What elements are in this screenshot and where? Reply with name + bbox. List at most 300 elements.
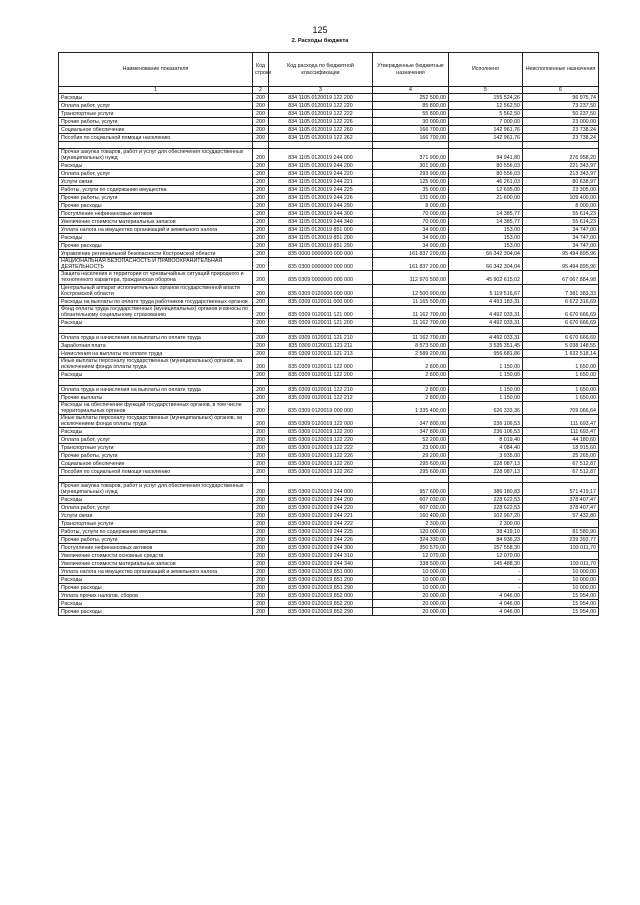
row-unexecuted: 109 400,00	[523, 194, 599, 202]
row-unexecuted: 5 038 148,55	[523, 341, 599, 349]
header-indicator: Наименование показателя	[59, 53, 253, 87]
row-indicator: Услуги связи	[59, 178, 253, 186]
row-classification-code	[269, 476, 373, 483]
row-approved: 347 800,00	[373, 428, 449, 436]
row-indicator: Увеличение стоимости материальных запасов	[59, 218, 253, 226]
table-row	[59, 552, 599, 560]
row-line-code: 200	[253, 126, 269, 134]
table-row	[59, 504, 599, 512]
row-executed: 2 300,00	[449, 520, 523, 528]
table-row	[59, 428, 599, 436]
table-row	[59, 436, 599, 444]
table-row	[59, 592, 599, 600]
row-indicator: Уплата прочих налогов, сборов	[59, 592, 253, 600]
row-unexecuted: 55 614,23	[523, 218, 599, 226]
row-executed	[449, 379, 523, 386]
row-line-code: 200	[253, 528, 269, 536]
row-indicator	[59, 142, 253, 149]
row-indicator: Уплата налога на имущество организаций и земельного налога	[59, 226, 253, 234]
row-approved: 2 800,00	[373, 357, 449, 370]
row-executed: 38 419,10	[449, 528, 523, 536]
row-classification-code: 835 0309 0120011 121 210	[269, 333, 373, 341]
row-executed: 228 622,53	[449, 496, 523, 504]
row-approved: 35 000,00	[373, 186, 449, 194]
row-line-code	[253, 142, 269, 149]
row-classification-code: 835 0309 0120019 122 262	[269, 468, 373, 476]
table-row	[59, 560, 599, 568]
row-unexecuted: 96 975,74	[523, 94, 599, 102]
row-unexecuted: 709 066,64	[523, 402, 599, 415]
row-executed	[449, 202, 523, 210]
row-line-code: 200	[253, 536, 269, 544]
row-line-code: 200	[253, 600, 269, 608]
table-row	[59, 444, 599, 452]
row-unexecuted: 23 738,24	[523, 134, 599, 142]
row-unexecuted: 193 011,70	[523, 560, 599, 568]
row-classification-code: 834 1105 0120019 122 220	[269, 102, 373, 110]
row-executed: 102 967,20	[449, 512, 523, 520]
row-indicator: Центральный аппарат исполнительных органов государственной власти Костромской области	[59, 284, 253, 297]
row-classification-code: 835 0000 0000000 000 000	[269, 250, 373, 258]
row-executed: 153,00	[449, 242, 523, 250]
row-approved: 324 330,00	[373, 536, 449, 544]
row-executed: 153,00	[449, 234, 523, 242]
row-line-code: 200	[253, 258, 269, 271]
row-indicator: НАЦИОНАЛЬНАЯ БЕЗОПАСНОСТЬ И ПРАВООХРАНИТЕЛЬНАЯ ДЕЯТЕЛЬНОСТЬ	[59, 258, 253, 271]
row-classification-code: 835 0309 0120019 852 290	[269, 608, 373, 616]
row-unexecuted: 15 954,00	[523, 592, 599, 600]
table-row	[59, 242, 599, 250]
row-unexecuted: 73 237,50	[523, 102, 599, 110]
row-line-code: 200	[253, 576, 269, 584]
row-classification-code: 834 1105 0120019 244 226	[269, 194, 373, 202]
row-line-code: 200	[253, 496, 269, 504]
row-indicator: Расходы	[59, 576, 253, 584]
row-approved: 301 900,00	[373, 162, 449, 170]
row-approved: 2 800,00	[373, 386, 449, 394]
row-classification-code: 835 0309 0120011 121 200	[269, 318, 373, 326]
row-classification-code: 834 1105 0120019 122 262	[269, 134, 373, 142]
row-executed: 155 524,26	[449, 94, 523, 102]
row-unexecuted: 23 738,24	[523, 126, 599, 134]
row-line-code: 200	[253, 318, 269, 326]
row-executed: 4 046,00	[449, 608, 523, 616]
table-row	[59, 394, 599, 402]
row-approved: 2 589 200,00	[373, 349, 449, 357]
row-unexecuted: 378 407,47	[523, 496, 599, 504]
table-row	[59, 210, 599, 218]
row-approved: 295 600,00	[373, 460, 449, 468]
table-row	[59, 386, 599, 394]
row-classification-code	[269, 379, 373, 386]
row-indicator: Иные выплаты персоналу государственных (муниципальных) органов, за исключением фонда оплаты труда	[59, 415, 253, 428]
row-unexecuted: 193 011,70	[523, 544, 599, 552]
row-indicator: Прочие выплаты	[59, 394, 253, 402]
row-indicator: Иные выплаты персоналу государственных (муниципальных) органов, за исключением фонда оплаты труда	[59, 357, 253, 370]
row-indicator: Поступление нефинансовых активов	[59, 544, 253, 552]
row-executed: 626 333,36	[449, 402, 523, 415]
row-executed: 46 261,03	[449, 178, 523, 186]
table-row	[59, 568, 599, 576]
row-classification-code: 835 0309 0120011 122 200	[269, 371, 373, 379]
row-unexecuted: 221 343,97	[523, 162, 599, 170]
row-indicator: Расходы	[59, 600, 253, 608]
row-approved: 120 000,00	[373, 528, 449, 536]
table-row	[59, 371, 599, 379]
row-classification-code: 835 0309 0120019 244 310	[269, 552, 373, 560]
header-unexecuted: Неисполненные назначения	[523, 53, 599, 87]
row-classification-code: 835 0309 0120019 244 225	[269, 528, 373, 536]
row-classification-code: 835 0309 0120019 122 222	[269, 444, 373, 452]
row-unexecuted: 34 747,00	[523, 234, 599, 242]
row-unexecuted: 239 393,77	[523, 536, 599, 544]
row-approved: 166 700,00	[373, 134, 449, 142]
row-line-code: 200	[253, 271, 269, 284]
row-line-code: 200	[253, 568, 269, 576]
row-executed: 4 493 183,31	[449, 297, 523, 305]
table-row	[59, 318, 599, 326]
row-classification-code: 835 0309 0120019 244 340	[269, 560, 373, 568]
table-row	[59, 520, 599, 528]
row-indicator: Начисления на выплаты по оплате труда	[59, 349, 253, 357]
table-row	[59, 452, 599, 460]
row-classification-code: 835 0309 0120019 244 200	[269, 496, 373, 504]
row-line-code: 200	[253, 349, 269, 357]
table-row	[59, 402, 599, 415]
row-indicator: Расходы	[59, 162, 253, 170]
table-row	[59, 544, 599, 552]
row-line-code: 200	[253, 436, 269, 444]
row-line-code: 200	[253, 584, 269, 592]
table-row	[59, 162, 599, 170]
row-executed: 7 000,00	[449, 118, 523, 126]
row-executed: 45 902 615,02	[449, 271, 523, 284]
row-classification-code: 835 0309 0120011 122 210	[269, 386, 373, 394]
row-approved	[373, 142, 449, 149]
row-executed: 153,00	[449, 226, 523, 234]
row-indicator: Прочие работы, услуги	[59, 194, 253, 202]
row-classification-code: 834 1105 0120019 122 260	[269, 126, 373, 134]
row-executed: 3 935,00	[449, 452, 523, 460]
table-row	[59, 202, 599, 210]
row-executed: 5 119 516,67	[449, 284, 523, 297]
row-executed: 956 681,86	[449, 349, 523, 357]
header-classification: Код расхода по бюджетной классификации	[269, 53, 373, 87]
row-executed: 66 342 304,04	[449, 250, 523, 258]
table-row	[59, 118, 599, 126]
table-row	[59, 297, 599, 305]
row-approved: 10 000,00	[373, 568, 449, 576]
row-line-code: 200	[253, 170, 269, 178]
row-line-code: 200	[253, 428, 269, 436]
table-row	[59, 512, 599, 520]
table-header-row	[59, 53, 599, 87]
row-classification-code: 834 1105 0120019 851 290	[269, 242, 373, 250]
row-executed: -	[449, 584, 523, 592]
row-classification-code: 834 1105 0120019 244 200	[269, 162, 373, 170]
row-executed: 5 562,50	[449, 110, 523, 118]
row-line-code: 200	[253, 371, 269, 379]
table-row	[59, 94, 599, 102]
row-approved: 70 000,00	[373, 210, 449, 218]
table-row	[59, 258, 599, 271]
row-indicator: Расходы	[59, 234, 253, 242]
table-row	[59, 600, 599, 608]
row-line-code: 200	[253, 333, 269, 341]
section-title: 2. Расходы бюджета	[291, 38, 349, 44]
row-classification-code: 835 0309 0120019 244 221	[269, 512, 373, 520]
row-approved: 161 837 200,00	[373, 258, 449, 271]
row-classification-code: 835 0309 0120011 122 212	[269, 394, 373, 402]
row-approved: 607 030,00	[373, 496, 449, 504]
column-number: 4	[373, 87, 449, 94]
row-line-code: 200	[253, 394, 269, 402]
row-indicator: Прочая закупка товаров, работ и услуг для обеспечения государственных (муниципальных) нужд	[59, 483, 253, 496]
row-approved: 11 162 700,00	[373, 333, 449, 341]
row-unexecuted: 15 954,00	[523, 600, 599, 608]
row-indicator: Расходы на выплаты по оплате труда работников государственных органов	[59, 297, 253, 305]
row-approved: 11 162 700,00	[373, 318, 449, 326]
row-unexecuted: 25 265,00	[523, 452, 599, 460]
row-line-code: 200	[253, 162, 269, 170]
row-unexecuted: 23 305,00	[523, 186, 599, 194]
table-row	[59, 134, 599, 142]
table-row	[59, 102, 599, 110]
row-indicator	[59, 476, 253, 483]
row-approved: 20 000,00	[373, 600, 449, 608]
row-classification-code: 835 0309 0000000 000 000	[269, 271, 373, 284]
table-row	[59, 149, 599, 162]
row-line-code: 200	[253, 284, 269, 297]
row-approved: 34 900,00	[373, 242, 449, 250]
row-approved: 8 573 500,00	[373, 341, 449, 349]
row-line-code: 200	[253, 468, 269, 476]
row-approved: 252 500,00	[373, 94, 449, 102]
row-indicator: Прочие расходы	[59, 608, 253, 616]
row-executed: 228 622,53	[449, 504, 523, 512]
row-executed: 228 087,13	[449, 468, 523, 476]
row-indicator: Заработная плата	[59, 341, 253, 349]
row-indicator	[59, 326, 253, 333]
row-indicator: Пособия по социальной помощи населению	[59, 468, 253, 476]
row-classification-code: 835 0309 0120019 122 260	[269, 460, 373, 468]
row-indicator: Расходы	[59, 371, 253, 379]
row-line-code: 200	[253, 444, 269, 452]
row-line-code: 200	[253, 544, 269, 552]
row-indicator: Пособия по социальной помощи населению	[59, 134, 253, 142]
row-indicator: Оплата труда и начисления на выплаты по оплате труда	[59, 333, 253, 341]
row-indicator: Увеличение стоимости основных средств	[59, 552, 253, 560]
row-approved: 161 837 200,00	[373, 250, 449, 258]
row-unexecuted: 34 747,00	[523, 242, 599, 250]
table-row	[59, 460, 599, 468]
row-approved: 34 900,00	[373, 226, 449, 234]
row-line-code: 200	[253, 202, 269, 210]
row-indicator: Прочие работы, услуги	[59, 452, 253, 460]
row-indicator: Увеличение стоимости материальных запасов	[59, 560, 253, 568]
row-line-code: 200	[253, 452, 269, 460]
row-executed: 4 046,00	[449, 592, 523, 600]
row-executed: 157 558,30	[449, 544, 523, 552]
header-line-code: Код строки	[253, 53, 269, 87]
row-classification-code: 834 1105 0120019 244 290	[269, 202, 373, 210]
row-executed: 3 535 351,45	[449, 341, 523, 349]
row-classification-code: 834 1105 0120019 244 220	[269, 170, 373, 178]
table-row	[59, 218, 599, 226]
table-row	[59, 186, 599, 194]
row-approved	[373, 326, 449, 333]
row-classification-code: 834 1105 0120019 122 226	[269, 118, 373, 126]
table-row	[59, 110, 599, 118]
row-approved	[373, 476, 449, 483]
row-classification-code: 835 0309 0120011 122 000	[269, 357, 373, 370]
table-row	[59, 284, 599, 297]
row-classification-code: 835 0309 0120011 121 211	[269, 341, 373, 349]
table-row	[59, 536, 599, 544]
row-executed: 66 342 304,04	[449, 258, 523, 271]
row-approved: 1 335 400,00	[373, 402, 449, 415]
row-approved: 295 600,00	[373, 468, 449, 476]
row-executed: 14 385,77	[449, 210, 523, 218]
row-unexecuted: 95 494 895,96	[523, 250, 599, 258]
row-classification-code: 834 1105 0120019 851 200	[269, 234, 373, 242]
row-classification-code: 835 0309 0120019 244 220	[269, 504, 373, 512]
row-classification-code: 835 0309 0120019 244 000	[269, 483, 373, 496]
row-classification-code: 835 0309 0120019 122 200	[269, 428, 373, 436]
row-line-code: 200	[253, 305, 269, 318]
header-approved: Утвержденные бюджетные назначения	[373, 53, 449, 87]
row-line-code: 200	[253, 483, 269, 496]
table-row	[59, 476, 599, 483]
row-line-code: 200	[253, 415, 269, 428]
row-line-code: 200	[253, 250, 269, 258]
row-unexecuted: 213 343,97	[523, 170, 599, 178]
row-line-code: 200	[253, 149, 269, 162]
row-unexecuted: 44 180,60	[523, 436, 599, 444]
row-approved: 23 000,00	[373, 444, 449, 452]
row-executed: 4 084,40	[449, 444, 523, 452]
row-classification-code: 835 0309 0120019 122 000	[269, 415, 373, 428]
row-indicator: Прочие расходы	[59, 242, 253, 250]
table-row	[59, 415, 599, 428]
row-line-code: 200	[253, 226, 269, 234]
row-classification-code: 835 0309 0120019 244 222	[269, 520, 373, 528]
table-row	[59, 483, 599, 496]
row-unexecuted: 23 000,00	[523, 118, 599, 126]
row-indicator: Социальное обеспечение	[59, 460, 253, 468]
expenses-table	[58, 52, 599, 616]
row-classification-code: 835 0309 0120019 851 290	[269, 584, 373, 592]
row-indicator	[59, 379, 253, 386]
row-executed: -	[449, 576, 523, 584]
row-line-code	[253, 379, 269, 386]
row-approved: 371 900,00	[373, 149, 449, 162]
row-line-code: 200	[253, 178, 269, 186]
row-unexecuted: 10 000,00	[523, 576, 599, 584]
row-executed	[449, 142, 523, 149]
row-approved: 85 800,00	[373, 102, 449, 110]
row-unexecuted: 81 580,90	[523, 528, 599, 536]
row-unexecuted: 276 958,20	[523, 149, 599, 162]
row-indicator: Оплата работ, услуг	[59, 436, 253, 444]
row-approved: 20 000,00	[373, 592, 449, 600]
row-unexecuted: 67 512,87	[523, 468, 599, 476]
row-approved: 52 200,00	[373, 436, 449, 444]
row-indicator: Управление региональной безопасности Костромской области	[59, 250, 253, 258]
row-classification-code: 835 0309 0120011 000 000	[269, 297, 373, 305]
row-executed: 4 492 033,31	[449, 305, 523, 318]
row-approved: 160 400,00	[373, 512, 449, 520]
row-executed: 1 150,00	[449, 386, 523, 394]
row-unexecuted: 80 638,97	[523, 178, 599, 186]
row-executed: 1 150,00	[449, 394, 523, 402]
row-approved: 30 000,00	[373, 118, 449, 126]
row-unexecuted: 1 632 518,14	[523, 349, 599, 357]
row-approved: 10 000,00	[373, 576, 449, 584]
row-executed: 1 150,00	[449, 371, 523, 379]
row-unexecuted: 95 494 895,96	[523, 258, 599, 271]
row-unexecuted: 1 650,00	[523, 357, 599, 370]
row-unexecuted	[523, 326, 599, 333]
table-row	[59, 250, 599, 258]
row-approved: 293 900,00	[373, 170, 449, 178]
row-unexecuted: 111 693,47	[523, 415, 599, 428]
row-unexecuted: 378 407,47	[523, 504, 599, 512]
row-executed: 14 385,77	[449, 218, 523, 226]
row-classification-code	[269, 142, 373, 149]
row-indicator: Прочие работы, услуги	[59, 536, 253, 544]
row-classification-code: 835 0309 0120019 851 200	[269, 576, 373, 584]
row-approved: 12 500 900,00	[373, 284, 449, 297]
row-indicator: Прочие работы, услуги	[59, 118, 253, 126]
row-classification-code: 835 0309 0120019 852 200	[269, 600, 373, 608]
row-line-code: 200	[253, 560, 269, 568]
row-unexecuted: 55 614,23	[523, 210, 599, 218]
row-unexecuted: 6 670 666,69	[523, 318, 599, 326]
row-indicator: Прочая закупка товаров, работ и услуг для обеспечения государственных (муниципальных) нужд	[59, 149, 253, 162]
row-approved: 607 030,00	[373, 504, 449, 512]
row-unexecuted: 67 067 884,98	[523, 271, 599, 284]
row-executed: 4 492 033,31	[449, 333, 523, 341]
row-classification-code: 835 0309 0120019 122 226	[269, 452, 373, 460]
row-line-code	[253, 476, 269, 483]
row-executed: 236 106,53	[449, 415, 523, 428]
row-executed: 12 070,00	[449, 552, 523, 560]
row-unexecuted: 1 650,00	[523, 371, 599, 379]
row-line-code: 200	[253, 460, 269, 468]
row-approved: 10 000,00	[373, 584, 449, 592]
header-executed: Исполнено	[449, 53, 523, 87]
row-line-code: 200	[253, 297, 269, 305]
row-approved: 2 300,00	[373, 520, 449, 528]
row-executed: 142 961,76	[449, 134, 523, 142]
row-line-code: 200	[253, 118, 269, 126]
row-executed: 80 556,03	[449, 162, 523, 170]
table-row	[59, 326, 599, 333]
row-approved: 166 700,00	[373, 126, 449, 134]
row-indicator: Услуги связи	[59, 512, 253, 520]
row-classification-code: 834 1105 0120019 244 221	[269, 178, 373, 186]
row-unexecuted: 571 419,17	[523, 483, 599, 496]
row-line-code: 200	[253, 242, 269, 250]
row-executed: 1 150,00	[449, 357, 523, 370]
row-unexecuted: 8 000,00	[523, 202, 599, 210]
table-body	[59, 94, 599, 616]
row-classification-code: 835 0309 0120019 244 226	[269, 536, 373, 544]
row-approved: 20 000,00	[373, 608, 449, 616]
row-unexecuted: 18 915,60	[523, 444, 599, 452]
row-line-code: 200	[253, 186, 269, 194]
